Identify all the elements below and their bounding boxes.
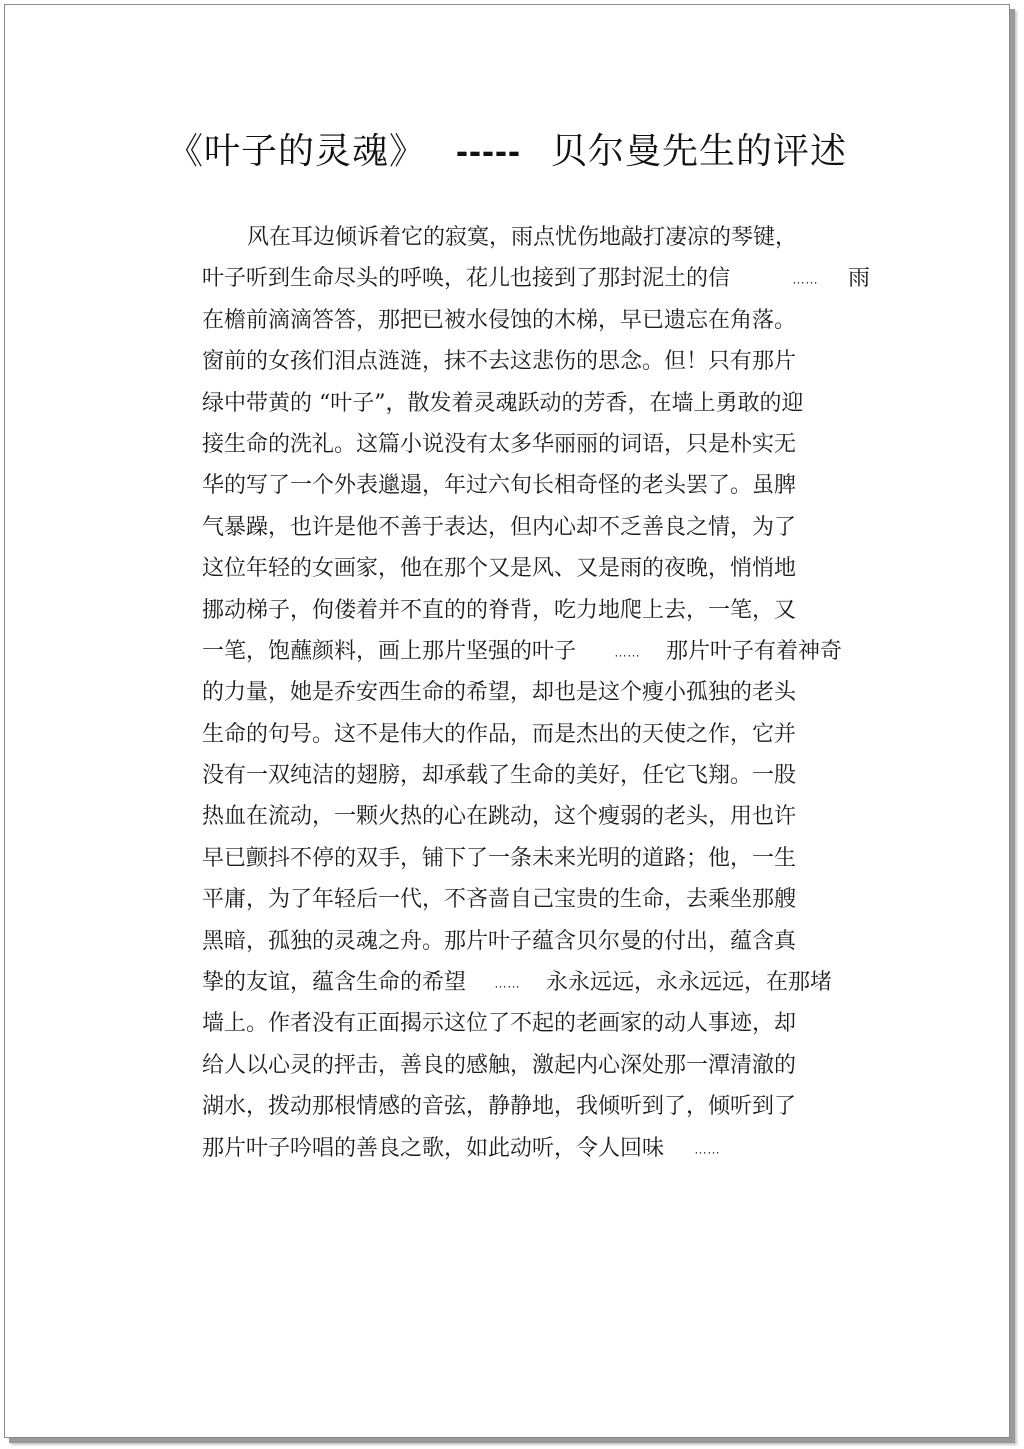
text-line: 墙上。作者没有正面揭示这位了不起的老画家的动人事迹，却 xyxy=(202,1011,797,1037)
title-separator: ----- xyxy=(456,130,521,171)
text-line xyxy=(202,962,902,1003)
text-segment: 挚的友谊，蕴含生命的希望 xyxy=(202,970,467,996)
text-line: 平庸，为了年轻后一代，不吝啬自己宝贵的生命，去乘坐那艘 xyxy=(202,887,797,913)
page-title xyxy=(5,123,1009,174)
text-line: 给人以心灵的抨击，善良的感触，激起内心深处那一潭清澈的 xyxy=(202,1052,797,1078)
title-book-name: 《叶子的灵魂》 xyxy=(167,131,427,172)
title-subtitle: 贝尔曼先生的评述 xyxy=(550,131,847,172)
text-segment: 雨 xyxy=(848,266,871,292)
text-segment: 那片叶子有着神奇 xyxy=(666,638,843,664)
ellipsis: …… xyxy=(614,644,641,660)
text-line: 没有一双纯洁的翅膀，却承载了生命的美好，任它飞翔。一股 xyxy=(202,763,797,789)
text-line: 热血在流动，一颗火热的心在跳动，这个瘦弱的老头，用也许 xyxy=(202,804,797,830)
text-line: 生命的句号。这不是伟大的作品，而是杰出的天使之作，它并 xyxy=(202,721,797,747)
text-segment: 永永远远，永永远远，在那堵 xyxy=(546,970,833,996)
text-line: 窗前的女孩们泪点涟涟，抹不去这悲伤的思念。但！只有那片 xyxy=(202,349,797,375)
text-line: 早已颤抖不停的双手，铺下了一条未来光明的道路；他，一生 xyxy=(202,845,797,871)
text-line: 华的写了一个外表邋遢，年过六旬长相奇怪的老头罢了。虽脾 xyxy=(202,473,797,499)
text-line: 风在耳边倾诉着它的寂寞，雨点忧伤地敲打凄凉的琴键， xyxy=(247,225,798,250)
document-page xyxy=(4,4,1010,1438)
text-segment: 那片叶子吟唱的善良之歌，如此动听，令人回味 xyxy=(202,1135,665,1161)
text-line: 这位年轻的女画家，他在那个又是风、又是雨的夜晚，悄悄地 xyxy=(202,556,797,582)
ellipsis: …… xyxy=(792,271,819,287)
ellipsis: …… xyxy=(494,975,521,991)
text-line: 的力量，她是乔安西生命的希望，却也是这个瘦小孤独的老头 xyxy=(202,680,797,706)
text-line xyxy=(202,631,902,672)
text-line: 挪动梯子，佝偻着并不直的的脊背，吃力地爬上去，一笔，又 xyxy=(202,597,797,623)
ellipsis: …… xyxy=(694,1140,721,1156)
text-line xyxy=(202,1128,902,1169)
text-line: 气暴躁，也许是他不善于表达，但内心却不乏善良之情，为了 xyxy=(202,514,797,540)
essay-body xyxy=(202,217,902,1169)
text-line: 在檐前滴滴答答，那把已被水侵蚀的木梯，早已遗忘在角落。 xyxy=(202,307,797,333)
text-line: 黑暗，孤独的灵魂之舟。那片叶子蕴含贝尔曼的付出，蕴含真 xyxy=(202,928,797,954)
text-line: 绿中带黄的 “叶子”，散发着灵魂跃动的芳香，在墙上勇敢的迎 xyxy=(202,390,804,416)
text-line: 湖水，拨动那根情感的音弦，静静地，我倾听到了，倾听到了 xyxy=(202,1094,797,1120)
text-segment: 一笔，饱蘸颜料，画上那片坚强的叶子 xyxy=(202,638,577,664)
text-line: 接生命的洗礼。这篇小说没有太多华丽丽的词语，只是朴实无 xyxy=(202,431,797,457)
text-segment: 叶子听到生命尽头的呼唤，花儿也接到了那封泥土的信 xyxy=(202,266,731,292)
text-line xyxy=(202,258,902,299)
